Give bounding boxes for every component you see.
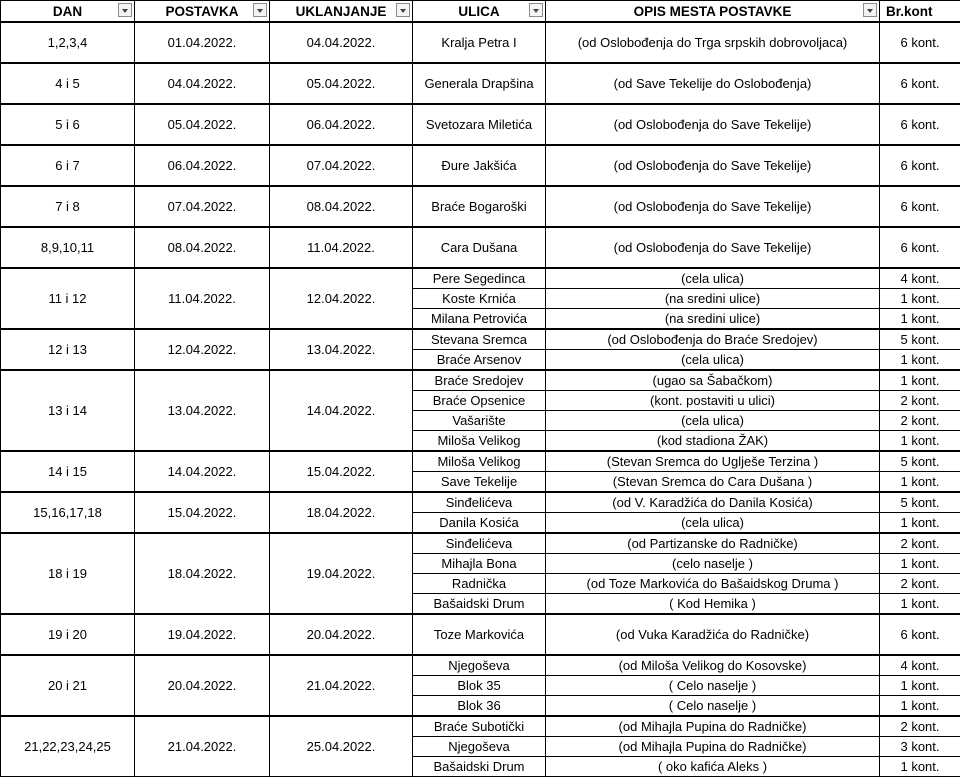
postavka-cell[interactable]: 12.04.2022. <box>135 329 270 370</box>
uklanjanje-cell[interactable]: 05.04.2022. <box>270 63 413 104</box>
header-row <box>1 1 960 23</box>
postavka-cell[interactable]: 20.04.2022. <box>135 655 270 716</box>
ulica-cell[interactable]: Danila Kosića <box>413 513 546 534</box>
ulica-cell[interactable]: Kralja Petra I <box>413 22 546 63</box>
opis-cell[interactable]: (cela ulica) <box>546 411 880 431</box>
header-uklanjanje <box>270 1 413 23</box>
postavka-cell[interactable]: 11.04.2022. <box>135 268 270 329</box>
day-cell[interactable]: 11 i 12 <box>1 268 135 329</box>
filter-dropdown-icon[interactable] <box>396 3 410 17</box>
header-opis <box>546 1 880 23</box>
table-row <box>1 451 960 472</box>
br-kont-cell[interactable]: 1 kont. <box>880 289 960 309</box>
br-kont-cell[interactable]: 1 kont. <box>880 594 960 615</box>
opis-cell[interactable]: (od Oslobođenja do Save Tekelije) <box>546 145 880 186</box>
br-kont-cell[interactable]: 2 kont. <box>880 574 960 594</box>
br-kont-cell[interactable]: 1 kont. <box>880 757 960 777</box>
filter-dropdown-icon[interactable] <box>863 3 877 17</box>
ulica-cell[interactable]: Blok 36 <box>413 696 546 717</box>
br-kont-cell[interactable]: 1 kont. <box>880 350 960 371</box>
opis-cell[interactable]: (na sredini ulice) <box>546 309 880 330</box>
br-kont-cell[interactable]: 2 kont. <box>880 411 960 431</box>
table-row <box>1 63 960 104</box>
day-cell[interactable]: 15,16,17,18 <box>1 492 135 533</box>
uklanjanje-cell[interactable]: 20.04.2022. <box>270 614 413 655</box>
header-dan-label: DAN <box>52 3 83 19</box>
ulica-cell[interactable]: Braće Bogaroški <box>413 186 546 227</box>
ulica-cell[interactable]: Radnička <box>413 574 546 594</box>
opis-cell[interactable]: ( Celo naselje ) <box>546 676 880 696</box>
table-row <box>1 145 960 186</box>
br-kont-cell[interactable]: 4 kont. <box>880 268 960 289</box>
opis-cell[interactable]: (od Oslobođenja do Braće Sredojev) <box>546 329 880 350</box>
br-kont-cell[interactable]: 6 kont. <box>880 22 960 63</box>
uklanjanje-cell[interactable]: 13.04.2022. <box>270 329 413 370</box>
postavka-cell[interactable]: 21.04.2022. <box>135 716 270 777</box>
postavka-cell[interactable]: 08.04.2022. <box>135 227 270 268</box>
opis-cell[interactable]: (od Save Tekelije do Oslobođenja) <box>546 63 880 104</box>
br-kont-cell[interactable]: 6 kont. <box>880 104 960 145</box>
ulica-cell[interactable]: Svetozara Miletića <box>413 104 546 145</box>
br-kont-cell[interactable]: 6 kont. <box>880 614 960 655</box>
uklanjanje-cell[interactable]: 18.04.2022. <box>270 492 413 533</box>
postavka-cell[interactable]: 18.04.2022. <box>135 533 270 614</box>
br-kont-cell[interactable]: 1 kont. <box>880 309 960 330</box>
opis-cell[interactable]: (cela ulica) <box>546 513 880 534</box>
opis-cell[interactable]: (celo naselje ) <box>546 554 880 574</box>
opis-cell[interactable]: (od Miloša Velikog do Kosovske) <box>546 655 880 676</box>
br-kont-cell[interactable]: 1 kont. <box>880 472 960 493</box>
ulica-cell[interactable]: Sinđelićeva <box>413 492 546 513</box>
ulica-cell[interactable]: Miloša Velikog <box>413 451 546 472</box>
header-postavka <box>135 1 270 23</box>
table-row <box>1 614 960 655</box>
postavka-cell[interactable]: 19.04.2022. <box>135 614 270 655</box>
table-body <box>1 22 960 777</box>
day-cell[interactable]: 8,9,10,11 <box>1 227 135 268</box>
br-kont-cell[interactable]: 1 kont. <box>880 554 960 574</box>
filter-dropdown-icon[interactable] <box>253 3 267 17</box>
day-cell[interactable]: 21,22,23,24,25 <box>1 716 135 777</box>
opis-cell[interactable]: (od Mihajla Pupina do Radničke) <box>546 716 880 737</box>
uklanjanje-cell[interactable]: 11.04.2022. <box>270 227 413 268</box>
table-row <box>1 22 960 63</box>
opis-cell[interactable]: (kont. postaviti u ulici) <box>546 391 880 411</box>
br-kont-cell[interactable]: 2 kont. <box>880 391 960 411</box>
uklanjanje-cell[interactable]: 08.04.2022. <box>270 186 413 227</box>
header-dan <box>1 1 135 23</box>
day-cell[interactable]: 19 i 20 <box>1 614 135 655</box>
table-row <box>1 227 960 268</box>
postavka-cell[interactable]: 07.04.2022. <box>135 186 270 227</box>
ulica-cell[interactable]: Braće Subotički <box>413 716 546 737</box>
uklanjanje-cell[interactable]: 21.04.2022. <box>270 655 413 716</box>
ulica-cell[interactable]: Vašarište <box>413 411 546 431</box>
br-kont-cell[interactable]: 6 kont. <box>880 186 960 227</box>
ulica-cell[interactable]: Njegoševa <box>413 737 546 757</box>
opis-cell[interactable]: (Stevan Sremca do Uglješe Terzina ) <box>546 451 880 472</box>
postavka-cell[interactable]: 01.04.2022. <box>135 22 270 63</box>
br-kont-cell[interactable]: 5 kont. <box>880 451 960 472</box>
uklanjanje-cell[interactable]: 12.04.2022. <box>270 268 413 329</box>
day-cell[interactable]: 7 i 8 <box>1 186 135 227</box>
ulica-cell[interactable]: Braće Sredojev <box>413 370 546 391</box>
ulica-cell[interactable]: Sinđelićeva <box>413 533 546 554</box>
uklanjanje-cell[interactable]: 19.04.2022. <box>270 533 413 614</box>
uklanjanje-cell[interactable]: 14.04.2022. <box>270 370 413 451</box>
ulica-cell[interactable]: Cara Dušana <box>413 227 546 268</box>
opis-cell[interactable]: (od Oslobođenja do Trga srpskih dobrovoljaca) <box>546 22 880 63</box>
ulica-cell[interactable]: Blok 35 <box>413 676 546 696</box>
filter-dropdown-icon[interactable] <box>529 3 543 17</box>
table-row <box>1 655 960 676</box>
opis-cell[interactable]: (na sredini ulice) <box>546 289 880 309</box>
postavka-cell[interactable]: 04.04.2022. <box>135 63 270 104</box>
br-kont-cell[interactable]: 1 kont. <box>880 370 960 391</box>
ulica-cell[interactable]: Braće Arsenov <box>413 350 546 371</box>
opis-cell[interactable]: (od Partizanske do Radničke) <box>546 533 880 554</box>
filter-dropdown-icon[interactable] <box>118 3 132 17</box>
ulica-cell[interactable]: Milana Petrovića <box>413 309 546 330</box>
br-kont-cell[interactable]: 6 kont. <box>880 227 960 268</box>
table-row <box>1 492 960 513</box>
day-cell[interactable]: 14 i 15 <box>1 451 135 492</box>
opis-cell[interactable]: (od Vuka Karadžića do Radničke) <box>546 614 880 655</box>
ulica-cell[interactable]: Save Tekelije <box>413 472 546 493</box>
ulica-cell[interactable]: Generala Drapšina <box>413 63 546 104</box>
day-cell[interactable]: 1,2,3,4 <box>1 22 135 63</box>
br-kont-cell[interactable]: 6 kont. <box>880 63 960 104</box>
table-row <box>1 186 960 227</box>
ulica-cell[interactable]: Njegoševa <box>413 655 546 676</box>
opis-cell[interactable]: (ugao sa Šabačkom) <box>546 370 880 391</box>
opis-cell[interactable]: ( Kod Hemika ) <box>546 594 880 615</box>
br-kont-cell[interactable]: 6 kont. <box>880 145 960 186</box>
opis-cell[interactable]: (od Mihajla Pupina do Radničke) <box>546 737 880 757</box>
br-kont-cell[interactable]: 1 kont. <box>880 696 960 717</box>
day-cell[interactable]: 20 i 21 <box>1 655 135 716</box>
opis-cell[interactable]: (kod stadiona ŽAK) <box>546 431 880 452</box>
uklanjanje-cell[interactable]: 15.04.2022. <box>270 451 413 492</box>
br-kont-cell[interactable]: 1 kont. <box>880 676 960 696</box>
day-cell[interactable]: 13 i 14 <box>1 370 135 451</box>
ulica-cell[interactable]: Koste Krnića <box>413 289 546 309</box>
br-kont-cell[interactable]: 2 kont. <box>880 716 960 737</box>
opis-cell[interactable]: (od Toze Markovića do Bašaidskog Druma ) <box>546 574 880 594</box>
ulica-cell[interactable]: Stevana Sremca <box>413 329 546 350</box>
day-cell[interactable]: 5 i 6 <box>1 104 135 145</box>
ulica-cell[interactable]: Toze Markovića <box>413 614 546 655</box>
br-kont-cell[interactable]: 5 kont. <box>880 329 960 350</box>
header-postavka-label: POSTAVKA <box>165 3 239 19</box>
header-ulica-label: ULICA <box>458 3 500 19</box>
opis-cell[interactable]: (od Oslobođenja do Save Tekelije) <box>546 227 880 268</box>
header-opis-label: OPIS MESTA POSTAVKE <box>633 3 792 19</box>
ulica-cell[interactable]: Braće Opsenice <box>413 391 546 411</box>
ulica-cell[interactable]: Bašaidski Drum <box>413 594 546 615</box>
opis-cell[interactable]: (Stevan Sremca do Cara Dušana ) <box>546 472 880 493</box>
br-kont-cell[interactable]: 5 kont. <box>880 492 960 513</box>
day-cell[interactable]: 18 i 19 <box>1 533 135 614</box>
day-cell[interactable]: 4 i 5 <box>1 63 135 104</box>
ulica-cell[interactable]: Pere Segedinca <box>413 268 546 289</box>
br-kont-cell[interactable]: 3 kont. <box>880 737 960 757</box>
postavka-cell[interactable]: 13.04.2022. <box>135 370 270 451</box>
opis-cell[interactable]: (od Oslobođenja do Save Tekelije) <box>546 186 880 227</box>
opis-cell[interactable]: ( Celo naselje ) <box>546 696 880 717</box>
postavka-cell[interactable]: 05.04.2022. <box>135 104 270 145</box>
opis-cell[interactable]: (cela ulica) <box>546 350 880 371</box>
table-row <box>1 370 960 391</box>
opis-cell[interactable]: ( oko kafića Aleks ) <box>546 757 880 777</box>
br-kont-cell[interactable]: 1 kont. <box>880 431 960 452</box>
header-br-label: Br.kont <box>886 3 933 19</box>
header-br <box>880 1 960 23</box>
ulica-cell[interactable]: Miloša Velikog <box>413 431 546 452</box>
br-kont-cell[interactable]: 1 kont. <box>880 513 960 534</box>
br-kont-cell[interactable]: 4 kont. <box>880 655 960 676</box>
table-row <box>1 716 960 737</box>
opis-cell[interactable]: (cela ulica) <box>546 268 880 289</box>
uklanjanje-cell[interactable]: 25.04.2022. <box>270 716 413 777</box>
day-cell[interactable]: 12 i 13 <box>1 329 135 370</box>
postavka-cell[interactable]: 06.04.2022. <box>135 145 270 186</box>
table-row <box>1 533 960 554</box>
day-cell[interactable]: 6 i 7 <box>1 145 135 186</box>
table-row <box>1 329 960 350</box>
uklanjanje-cell[interactable]: 06.04.2022. <box>270 104 413 145</box>
postavka-cell[interactable]: 14.04.2022. <box>135 451 270 492</box>
opis-cell[interactable]: (od Oslobođenja do Save Tekelije) <box>546 104 880 145</box>
table-row <box>1 268 960 289</box>
br-kont-cell[interactable]: 2 kont. <box>880 533 960 554</box>
postavka-cell[interactable]: 15.04.2022. <box>135 492 270 533</box>
uklanjanje-cell[interactable]: 04.04.2022. <box>270 22 413 63</box>
table-row <box>1 104 960 145</box>
opis-cell[interactable]: (od V. Karadžića do Danila Kosića) <box>546 492 880 513</box>
ulica-cell[interactable]: Bašaidski Drum <box>413 757 546 777</box>
header-uklanjanje-label: UKLANJANJE <box>295 3 387 19</box>
ulica-cell[interactable]: Đure Jakšića <box>413 145 546 186</box>
header-ulica <box>413 1 546 23</box>
ulica-cell[interactable]: Mihajla Bona <box>413 554 546 574</box>
uklanjanje-cell[interactable]: 07.04.2022. <box>270 145 413 186</box>
